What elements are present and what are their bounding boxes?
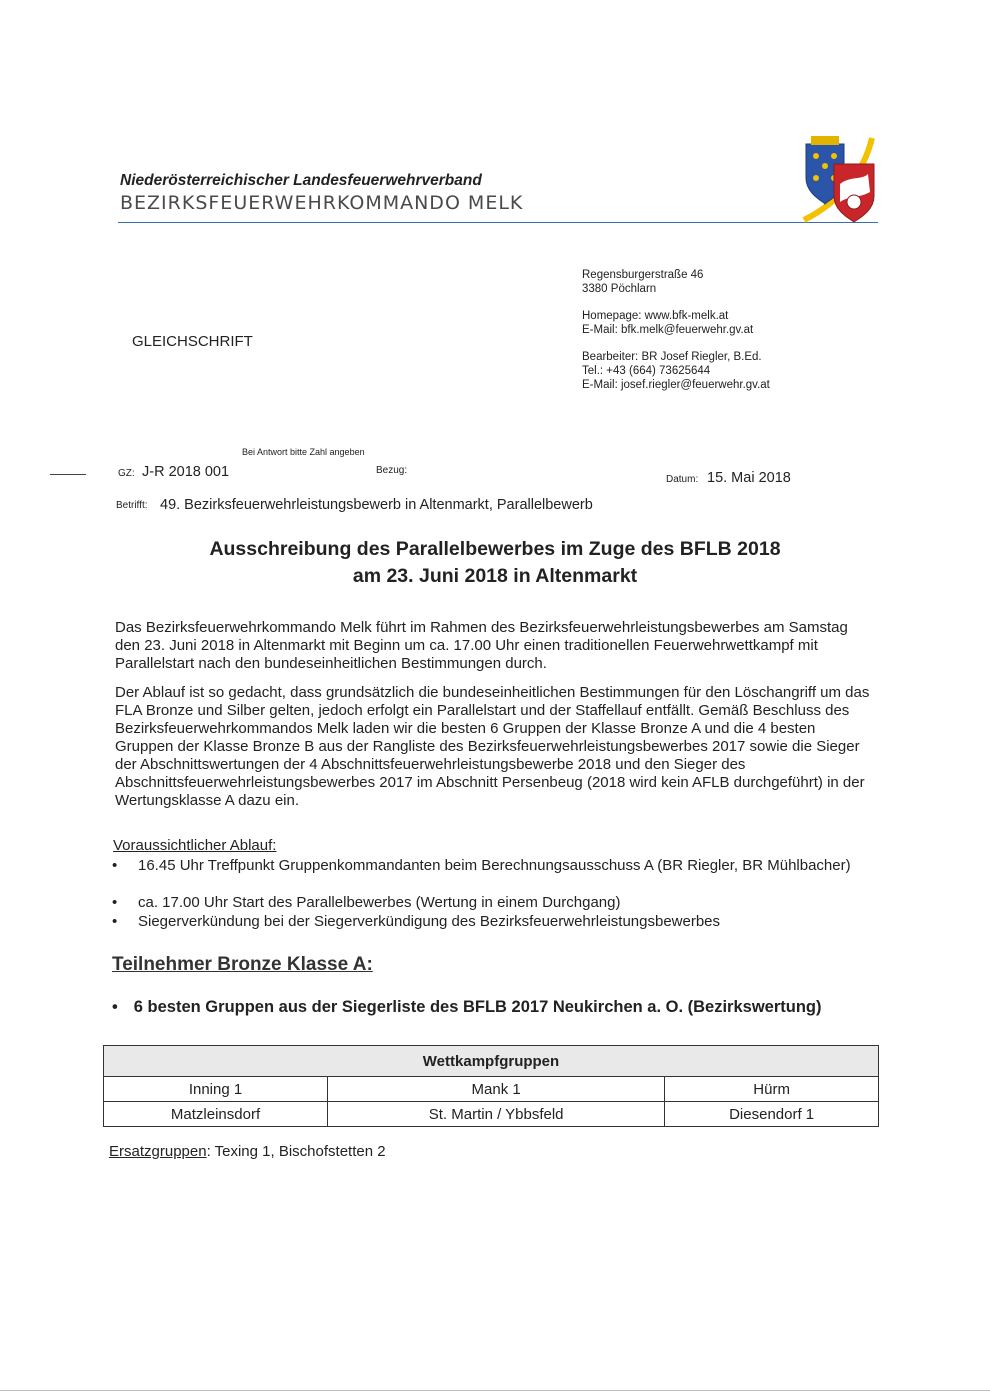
bronze-a-bullet-text: 6 besten Gruppen aus der Siegerliste des BFLB 2017 Neukirchen a. O. (Bezirkswertung)	[133, 998, 822, 1016]
org-subtitle: BEZIRKSFEUERWEHRKOMMANDO MELK	[120, 192, 524, 214]
list-item-text: Siegerverkündung bei der Siegerverkündigung des Bezirksfeuerwehrleistungsbewerbes	[138, 913, 721, 930]
office-email: E-Mail: bfk.melk@feuerwehr.gv.at	[582, 324, 754, 336]
coat-of-arms-logo	[800, 132, 880, 224]
ersatzgruppen	[109, 1143, 386, 1160]
title-line-2: am 23. Juni 2018 in Altenmarkt	[352, 565, 638, 587]
table-cell: Mank 1	[328, 1077, 665, 1102]
fold-mark	[50, 474, 86, 475]
wettkampf-table	[103, 1045, 879, 1127]
betrifft-label: Betrifft:	[116, 500, 148, 511]
table-header: Wettkampfgruppen	[104, 1046, 879, 1077]
bearbeiter: Bearbeiter: BR Josef Riegler, B.Ed.	[582, 351, 762, 363]
table-cell: Matzleinsdorf	[104, 1102, 328, 1127]
gz-label: GZ:	[118, 468, 135, 479]
bronze-a-bullet	[112, 998, 822, 1017]
homepage: Homepage: www.bfk-melk.at	[582, 310, 729, 322]
betrifft-value: 49. Bezirksfeuerwehrleistungsbewerb in Altenmarkt, Parallelbewerb	[160, 497, 593, 513]
ablauf-label: Voraussichtlicher Ablauf:	[113, 837, 277, 854]
bullet-icon: •	[112, 857, 118, 874]
bullet-icon: •	[112, 998, 118, 1016]
copy-mark: GLEICHSCHRIFT	[132, 333, 253, 350]
address-city: 3380 Pöchlarn	[582, 283, 657, 295]
list-item	[112, 857, 852, 875]
list-item-text: 16.45 Uhr Treffpunkt Gruppenkommandanten beim Berechnungsausschuss A (BR Riegler, BR Mühlbacher)	[138, 857, 851, 874]
bullet-icon: •	[112, 913, 118, 930]
list-item	[112, 894, 852, 912]
reply-hint: Bei Antwort bitte Zahl angeben	[242, 447, 365, 457]
gz-value: J-R 2018 001	[142, 464, 230, 480]
header-rule	[118, 222, 878, 223]
personal-email: E-Mail: josef.riegler@feuerwehr.gv.at	[582, 379, 770, 391]
bronze-a-heading: Teilnehmer Bronze Klasse A:	[112, 954, 373, 975]
address-street: Regensburgerstraße 46	[582, 269, 704, 281]
intro-paragraph: Das Bezirksfeuerwehrkommando Melk führt im Rahmen des Bezirksfeuerwehrleistungsbewerbes am Samstag den 23. Juni 2018 in Altenmarkt mit Beginn um ca. 17.00 Uhr einen traditionellen Feuerwehrwettkampf mit Parallelstart nach den bundeseinheitlichen Bestimmungen durch.	[115, 619, 848, 672]
table-cell: Inning 1	[104, 1077, 328, 1102]
datum-label: Datum:	[666, 474, 699, 485]
title-line-1: Ausschreibung des Parallelbewerbes im Zuge des BFLB 2018	[209, 538, 781, 560]
table-row	[104, 1102, 879, 1127]
datum-value: 15. Mai 2018	[707, 470, 791, 486]
table-header-row	[104, 1046, 879, 1077]
ersatz-value: : Texing 1, Bischofstetten 2	[206, 1143, 386, 1160]
org-name: Niederösterreichischer Landesfeuerwehrverband	[120, 172, 482, 189]
page-bottom-rule	[0, 1390, 990, 1391]
ersatz-label: Ersatzgruppen	[109, 1143, 207, 1160]
bullet-icon: •	[112, 894, 118, 911]
table-row	[104, 1077, 879, 1102]
telephone: Tel.: +43 (664) 73625644	[582, 365, 711, 377]
bezug-label: Bezug:	[376, 465, 408, 476]
list-item-text: ca. 17.00 Uhr Start des Parallelbewerbes (Wertung in einem Durchgang)	[138, 894, 621, 911]
list-item	[112, 913, 852, 931]
table-cell: St. Martin / Ybbsfeld	[328, 1102, 665, 1127]
table-cell: Hürm	[665, 1077, 879, 1102]
ablauf-paragraph: Der Ablauf ist so gedacht, dass grundsätzlich die bundeseinheitlichen Bestimmungen für den Löschangriff um das FLA Bronze und Silber gelten, jedoch erfolgt ein Parallelstart und der Staffellauf entfällt. Gemäß Beschluss des Bezirksfeuerwehrkommandos Melk laden wir die besten 6 Gruppen der Klasse Bronze A und die 4 besten Gruppen der Klasse Bronze B aus der Rangliste des Bezirksfeuerwehrleistungsbewerbes 2017 sowie die Sieger der Abschnittswertungen der 4 Abschnittsfeuerwehrleistungsbewerbe 2018 und den Sieger des Abschnittsfeuerwehrleistungsbewerbes 2017 im Abschnitt Persenbeug (2018 wird kein AFLB durchgeführt) in der Wertungsklasse A dazu ein.	[115, 684, 870, 809]
table-cell: Diesendorf 1	[665, 1102, 879, 1127]
